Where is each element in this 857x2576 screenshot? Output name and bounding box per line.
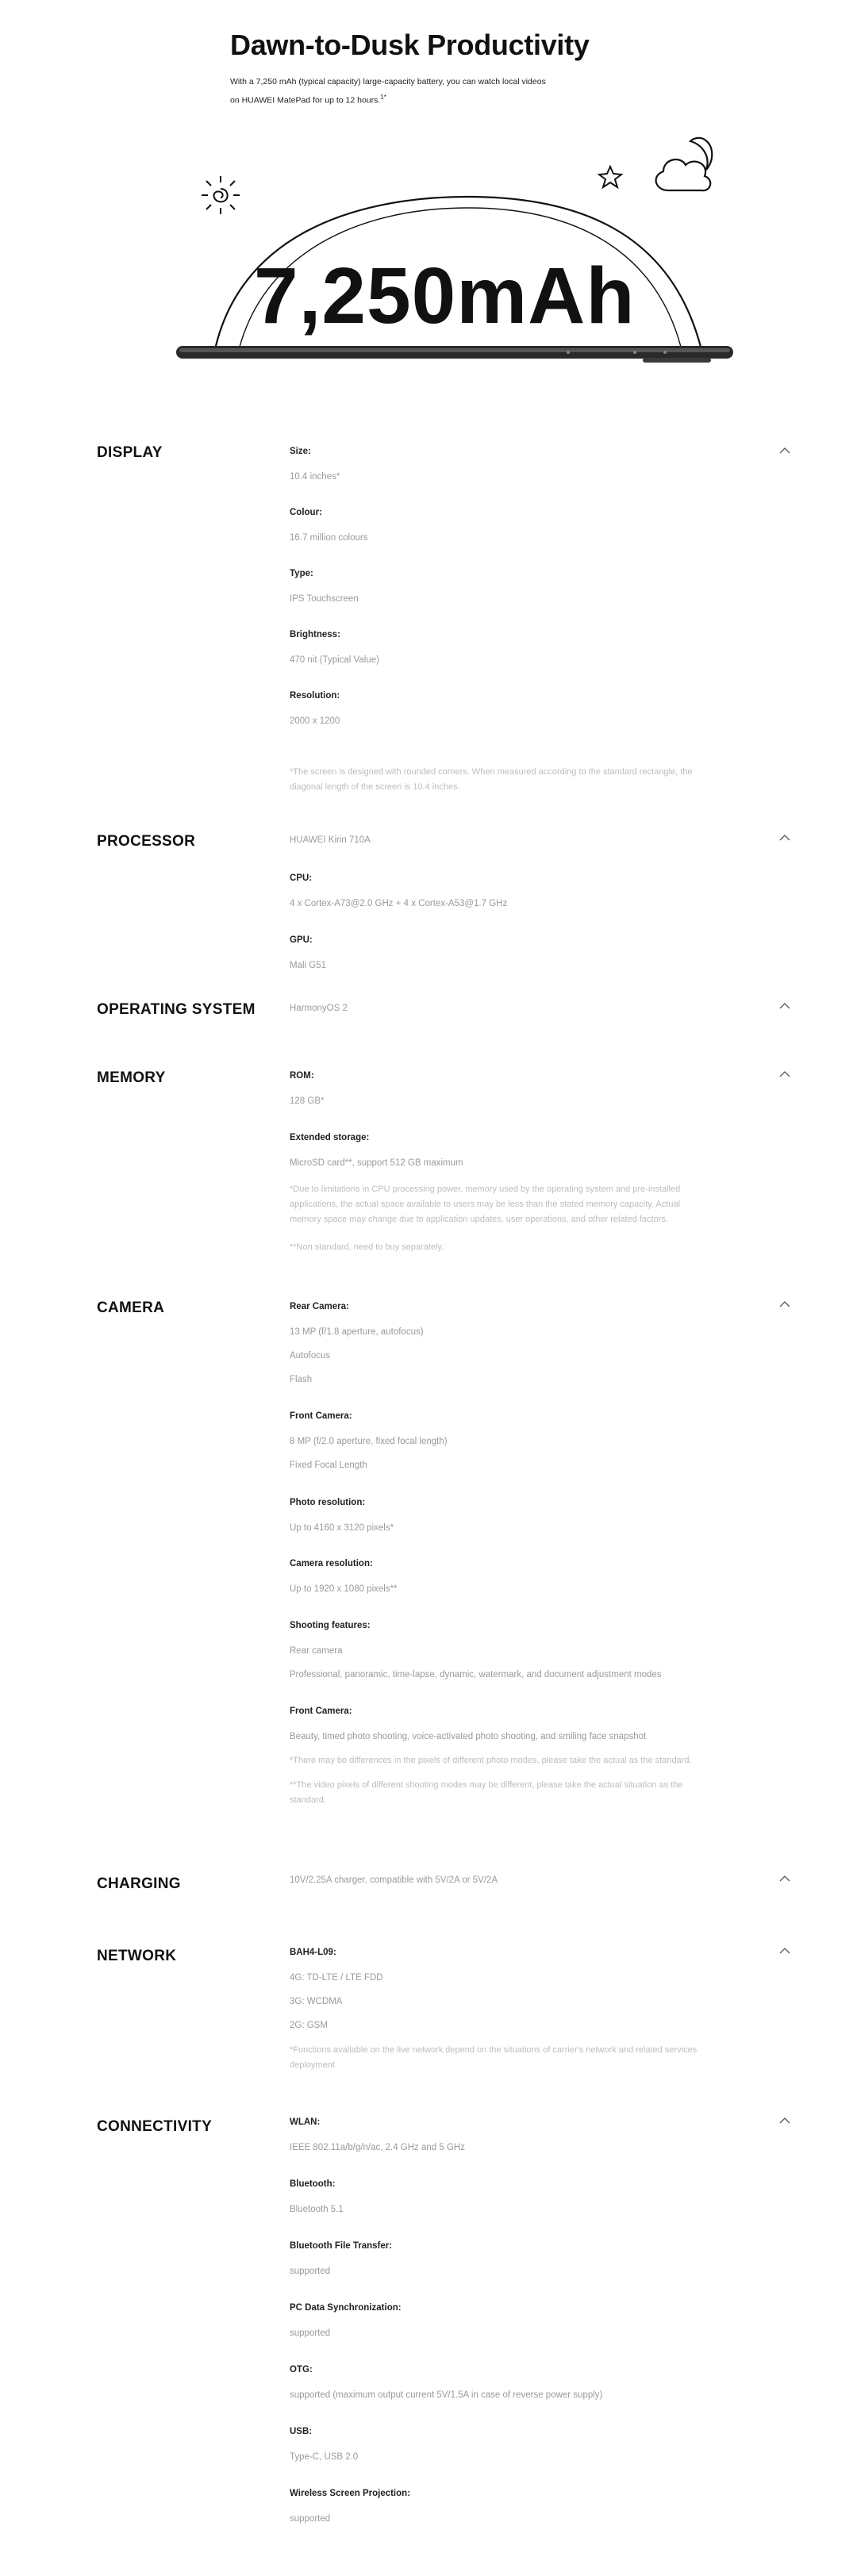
network-note-line-1: *Functions available on the live network depend on the situations of carrier's network and related services — [290, 2045, 698, 2055]
hero-subtitle-line-2: on HUAWEI MatePad for up to 12 hours. — [230, 95, 381, 106]
chevron-up-icon — [778, 1874, 792, 1883]
wlan-label: WLAN: — [290, 2117, 321, 2127]
rom-label: ROM: — [290, 1071, 314, 1081]
memory-note-1-line-1: *Due to limitations in CPU processing power, memory used by the operating system and pre-installed — [290, 1184, 681, 1194]
extended-storage-value: MicroSD card**, support 512 GB maximum — [290, 1158, 463, 1168]
otg-label: OTG: — [290, 2365, 313, 2374]
collapse-charging-button[interactable] — [778, 1874, 792, 1883]
brightness-label: Brightness: — [290, 630, 340, 639]
rear-camera-label: Rear Camera: — [290, 1302, 349, 1311]
type-value: IPS Touchscreen — [290, 594, 359, 604]
chevron-up-icon — [778, 833, 792, 843]
photo-resolution-label: Photo resolution: — [290, 1498, 366, 1507]
hero-subtitle-line-1: With a 7,250 mAh (typical capacity) large-capacity battery, you can watch local videos — [230, 77, 546, 86]
collapse-connectivity-button[interactable] — [778, 2116, 792, 2125]
moon-cloud-icon — [656, 138, 713, 190]
front-camera-value-2: Fixed Focal Length — [290, 1461, 367, 1470]
pc-sync-label: PC Data Synchronization: — [290, 2303, 402, 2313]
gpu-value: Mali G51 — [290, 961, 327, 970]
shooting-rear-sublabel: Rear camera — [290, 1646, 343, 1656]
sun-icon — [202, 176, 240, 214]
battery-hero — [0, 0, 857, 397]
charging-value: 10V/2.25A charger, compatible with 5V/2A or 5V/2A — [290, 1875, 498, 1885]
memory-note-1-line-3: memory space may change due to application updates, user operations, and other related factors. — [290, 1215, 668, 1224]
network-value-3g: 3G: WCDMA — [290, 1997, 343, 2006]
collapse-display-button[interactable] — [778, 446, 792, 455]
wireless-projection-label: Wireless Screen Projection: — [290, 2489, 411, 2498]
battery-capacity-text: 7,250mAh — [254, 251, 636, 340]
section-title-display: DISPLAY — [97, 444, 163, 461]
shooting-features-label: Shooting features: — [290, 1621, 371, 1630]
network-value-2g: 2G: GSM — [290, 2021, 328, 2030]
shooting-front-value: Beauty, timed photo shooting, voice-activated photo shooting, and smiling face snapshot — [290, 1732, 647, 1741]
memory-note-1-line-2: applications, the actual space available to users may be less than the stated memory capacity. Actual — [290, 1200, 681, 1209]
cpu-value: 4 x Cortex-A73@2.0 GHz + 4 x Cortex-A53@1.7 GHz — [290, 899, 508, 908]
camera-resolution-label: Camera resolution: — [290, 1559, 373, 1568]
type-label: Type: — [290, 569, 313, 578]
usb-label: USB: — [290, 2427, 313, 2436]
network-note-line-2: deployment. — [290, 2060, 337, 2070]
memory-note-2: **Non standard, need to buy separately. — [290, 1242, 444, 1252]
colour-value: 16.7 million colours — [290, 533, 368, 543]
section-title-camera: CAMERA — [97, 1300, 165, 1316]
chevron-up-icon — [778, 1001, 792, 1011]
bluetooth-file-transfer-value: supported — [290, 2267, 331, 2276]
chevron-up-icon — [778, 1300, 792, 1309]
front-camera-value-1: 8 MP (f/2.0 aperture, fixed focal length) — [290, 1437, 448, 1446]
usb-value: Type-C, USB 2.0 — [290, 2452, 359, 2462]
photo-resolution-value: Up to 4160 x 3120 pixels* — [290, 1523, 394, 1533]
rom-value: 128 GB* — [290, 1096, 325, 1106]
display-note-line-1: *The screen is designed with rounded corners. When measured according to the standard rectangle, the — [290, 767, 693, 777]
chevron-up-icon — [778, 446, 792, 455]
section-title-network: NETWORK — [97, 1948, 177, 1964]
gpu-label: GPU: — [290, 935, 313, 945]
hero-subtitle: With a 7,250 mAh (typical capacity) large-capacity battery, you can watch local videos on HUAWEI MatePad for up to 12 hours.$^{1*}$ — [230, 77, 546, 106]
section-title-memory: MEMORY — [97, 1069, 166, 1086]
bluetooth-value: Bluetooth 5.1 — [290, 2205, 344, 2214]
collapse-processor-button[interactable] — [778, 833, 792, 843]
star-icon — [599, 167, 621, 187]
cpu-label: CPU: — [290, 873, 313, 883]
otg-value: supported (maximum output current 5V/1.5A in case of reverse power supply) — [290, 2390, 603, 2400]
memory-note-1 — [290, 1182, 770, 1227]
chevron-up-icon — [778, 2116, 792, 2125]
shooting-front-label: Front Camera: — [290, 1706, 352, 1716]
section-title-connectivity: CONNECTIVITY — [97, 2118, 213, 2135]
resolution-label: Resolution: — [290, 691, 340, 701]
camera-note-2 — [290, 1778, 770, 1808]
chevron-up-icon — [778, 1946, 792, 1956]
os-value: HarmonyOS 2 — [290, 1004, 348, 1013]
front-camera-label: Front Camera: — [290, 1411, 352, 1421]
rear-camera-value-3: Flash — [290, 1375, 313, 1384]
brightness-value: 470 nit (Typical Value) — [290, 655, 379, 665]
display-note — [290, 765, 770, 795]
wireless-projection-value: supported — [290, 2514, 331, 2524]
extended-storage-label: Extended storage: — [290, 1133, 370, 1142]
bluetooth-label: Bluetooth: — [290, 2179, 336, 2189]
camera-note-2-line-2: standard. — [290, 1795, 326, 1805]
size-label: Size: — [290, 447, 311, 456]
network-note — [290, 2043, 770, 2073]
rear-camera-value-2: Autofocus — [290, 1351, 331, 1361]
display-note-line-2: diagonal length of the screen is 10.4 inches. — [290, 782, 460, 792]
network-value-4g: 4G: TD-LTE / LTE FDD — [290, 1973, 383, 1983]
chevron-up-icon — [778, 1069, 792, 1079]
collapse-memory-button[interactable] — [778, 1069, 792, 1079]
pc-sync-value: supported — [290, 2328, 331, 2338]
camera-note-2-line-1: **The video pixels of different shooting modes may be different, please take the actual situation as the — [290, 1780, 683, 1790]
camera-note-1: *There may be differences in the pixels of different photo modes, please take the actual as the standard. — [290, 1756, 692, 1765]
chip-value: HUAWEI Kirin 710A — [290, 835, 371, 845]
camera-resolution-value: Up to 1920 x 1080 pixels** — [290, 1584, 398, 1594]
resolution-value: 2000 x 1200 — [290, 716, 340, 726]
network-model-label: BAH4-L09: — [290, 1948, 336, 1957]
collapse-camera-button[interactable] — [778, 1300, 792, 1309]
section-title-processor: PROCESSOR — [97, 833, 196, 850]
colour-label: Colour: — [290, 508, 322, 517]
section-title-charging: CHARGING — [97, 1875, 181, 1892]
hero-title: Dawn-to-Dusk Productivity — [230, 29, 590, 61]
collapse-network-button[interactable] — [778, 1946, 792, 1956]
bluetooth-file-transfer-label: Bluetooth File Transfer: — [290, 2241, 393, 2251]
collapse-os-button[interactable] — [778, 1001, 792, 1011]
wlan-value: IEEE 802.11a/b/g/n/ac, 2.4 GHz and 5 GHz — [290, 2143, 465, 2152]
rear-camera-value-1: 13 MP (f/1.8 aperture, autofocus) — [290, 1327, 424, 1337]
section-title-os: OPERATING SYSTEM — [97, 1001, 256, 1018]
shooting-rear-value: Professional, panoramic, time-lapse, dynamic, watermark, and document adjustment modes — [290, 1670, 662, 1680]
size-value: 10.4 inches* — [290, 472, 340, 482]
tablet-illustration — [176, 346, 733, 363]
